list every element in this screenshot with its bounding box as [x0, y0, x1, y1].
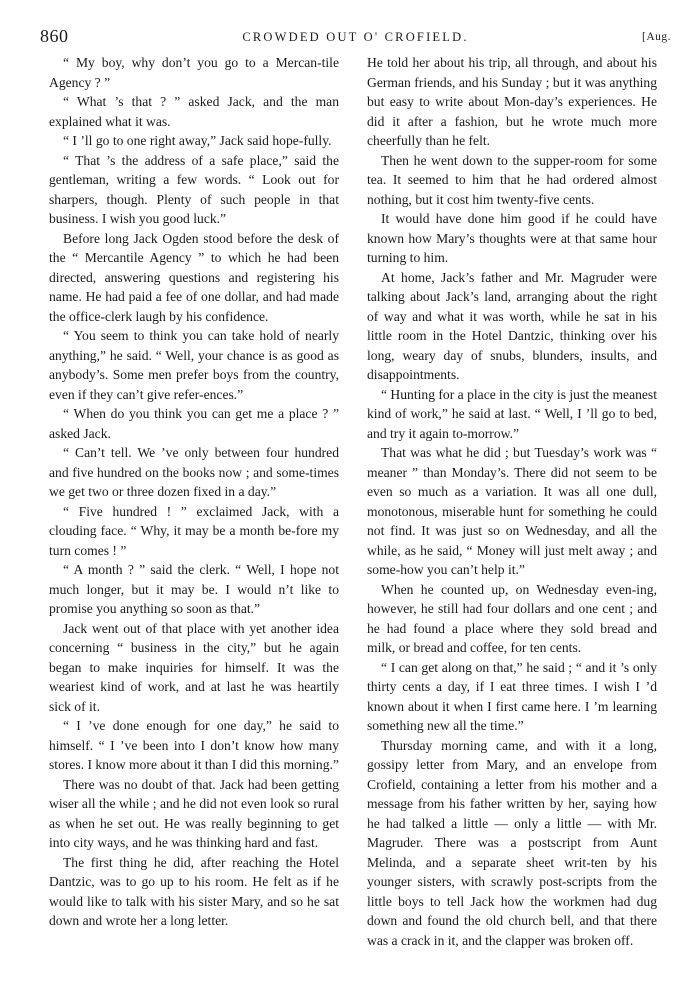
paragraph: “ Can’t tell. We ’ve only between four hundred and five hundred on the books now ; and some-times we get two or three dozen fixed in a day.”: [49, 445, 339, 499]
paragraph: That was what he did ; but Tuesday’s work was “ meaner ” than Monday’s. There did not seem to be even so much as a variation. It was all one dull, monotonous, miserable hunt for something he could not find. It was just so on Wednesday, and all the while, as he said, “ Money will just melt away ; and some-how you can’t help it.”: [367, 445, 657, 577]
left-column: [49, 53, 339, 931]
paragraph: He told her about his trip, all through, and about his German friends, and his Sunday ; but it was anything but easy to write about Mon-day’s experiences. He did it after a fashion, but he wrote much more cheerfully than he felt.: [367, 55, 657, 148]
paragraph: “ What ’s that ? ” asked Jack, and the man explained what it was.: [49, 94, 339, 129]
paragraph: There was no doubt of that. Jack had been getting wiser all the while ; and he did not even look so rural as when he set out. He was really beginning to get into city ways, and he was thinking hard and fast.: [49, 776, 339, 850]
paragraph: It would have done him good if he could have known how Mary’s thoughts were at that same hour turning to him.: [367, 211, 657, 265]
paragraph: Jack went out of that place with yet another idea concerning “ business in the city,” but he again began to make inquiries for himself. It was the weariest kind of work, and at last he was heartily sick of it.: [49, 620, 339, 714]
paragraph: The first thing he did, after reaching the Hotel Dantzic, was to go up to his room. He felt as if he would like to talk with his sister Mary, and so he sat down and wrote her a long letter.: [49, 854, 339, 928]
paragraph: “ A month ? ” said the clerk. “ Well, I hope not much longer, but it may be. I would n’t like to promise you anything so soon as that.”: [49, 562, 339, 616]
paragraph: At home, Jack’s father and Mr. Magruder were talking about Jack’s land, arranging about the right of way and what it was worth, while he sat in his little room in the Hotel Dantzic, thinking over his long, weary day of snubs, blunders, insults, and disappointments.: [367, 269, 657, 382]
running-title: CROWDED OUT O' CROFIELD.: [242, 30, 469, 44]
page-header: [40, 26, 671, 48]
paragraph: Thursday morning came, and with it a long, gossipy letter from Mary, and an envelope from Crofield, containing a letter from his mother and a message from his father written by her, saying how he had talked a little — only a little — with Mr. Magruder. There was a postscript from Aunt Melinda, and a separate sheet writ-ten by his younger sisters, with scrawly post-scripts from the little boys to tell Jack how the workmen had dug down and found the old church bell, and that there was a crack in it, and the clapper was broken off.: [367, 737, 657, 948]
paragraph: “ You seem to think you can take hold of nearly anything,” he said. “ Well, your chance is as good as anybody’s. Some men prefer boys from the country, even if they can’t give refer-ences.”: [49, 328, 339, 402]
paragraph: “ I can get along on that,” he said ; “ and it ’s only thirty cents a day, if I eat three times. I wish I ’d known about it when I first came here. I ’m learning something new all the time.”: [367, 659, 657, 733]
paragraph: “ I ’ll go to one right away,” Jack said hope-fully.: [63, 133, 332, 148]
paragraph: “ My boy, why don’t you go to a Mercan-tile Agency ? ”: [49, 55, 339, 90]
paragraph: “ I ’ve done enough for one day,” he said to himself. “ I ’ve been into I don’t know how many stores. I know more about it than I did this morning.”: [49, 718, 339, 772]
paragraph: Then he went down to the supper-room for some tea. It seemed to him that he had ordered almost nothing, but it cost him twenty-five cents.: [367, 152, 657, 207]
right-column: [367, 53, 657, 950]
paragraph: Before long Jack Ogden stood before the desk of the “ Mercantile Agency ” to which he had been directed, answering questions and registering his name. He had paid a fee of one dollar, and had made the office-clerk laugh by his confidence.: [49, 230, 339, 324]
paragraph: “ When do you think you can get me a place ? ” asked Jack.: [49, 406, 339, 441]
paragraph: “ That ’s the address of a safe place,” said the gentleman, writing a few words. “ Look out for sharpers, though. Plenty of such people in that business. I wish you good luck.”: [49, 152, 339, 226]
issue-month: [Aug.: [641, 31, 671, 43]
paragraph: “ Hunting for a place in the city is just the meanest kind of work,” he said at last. “ Well, I ’ll go to bed, and try it again to-morrow.”: [367, 386, 657, 441]
page-number: 860: [40, 26, 69, 46]
paragraph: When he counted up, on Wednesday even-ing, however, he still had four dollars and one cent ; and he had found a place where they sold bread and milk, or bread and coffee, for ten cents.: [367, 581, 657, 655]
paragraph: “ Five hundred ! ” exclaimed Jack, with a clouding face. “ Why, it may be a month be-fore my turn comes ! ”: [49, 503, 339, 558]
